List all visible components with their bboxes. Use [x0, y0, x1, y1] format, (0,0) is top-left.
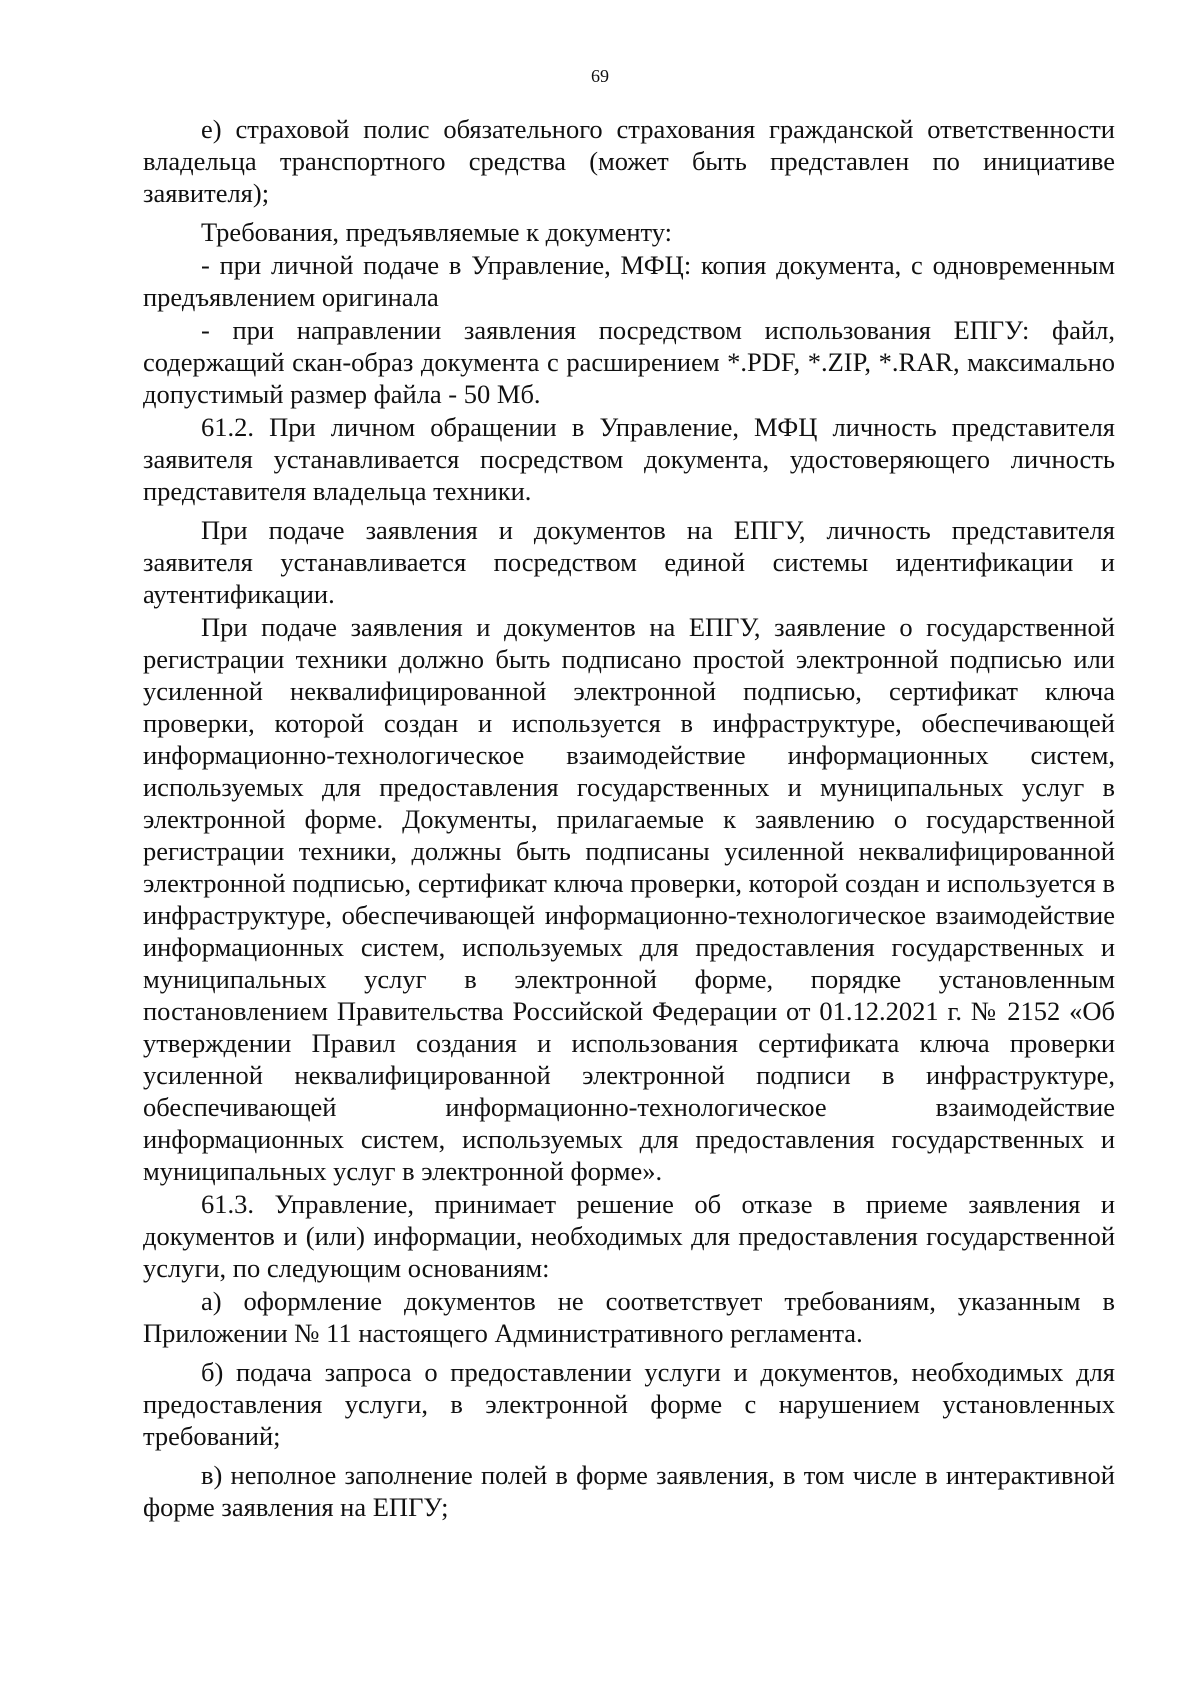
paragraph-personal-submission: - при личной подаче в Управление, МФЦ: копия документа, с одновременным предъявлением оригинала	[143, 250, 1115, 312]
paragraph-61-2: 61.2. При личном обращении в Управление, МФЦ личность представителя заявителя устанавливается посредством документа, удостоверяющего личность представителя владельца техники.	[143, 412, 1115, 506]
paragraph-requirements-heading: Требования, предъявляемые к документу:	[201, 217, 673, 247]
paragraph-reason-a: а) оформление документов не соответствует требованиям, указанным в Приложении № 11 настоящего Административного регламента.	[143, 1286, 1115, 1348]
paragraph-epgu-submission: - при направлении заявления посредством использования ЕПГУ: файл, содержащий скан-образ документа с расширением *.PDF, *.ZIP, *.RAR, максимально допустимый размер файла - 50 Мб.	[143, 315, 1115, 409]
paragraph-epgu-identity: При подаче заявления и документов на ЕПГУ, личность представителя заявителя устанавливается посредством единой системы идентификации и аутентификации.	[143, 515, 1115, 609]
document-body	[143, 113, 1115, 1524]
paragraph-insurance-policy: е) страховой полис обязательного страхования гражданской ответственности владельца транспортного средства (может быть представлен по инициативе заявителя);	[143, 114, 1115, 208]
page-number: 69	[591, 66, 609, 86]
paragraph-61-3: 61.3. Управление, принимает решение об отказе в приеме заявления и документов и (или) информации, необходимых для предоставления государственной услуги, по следующим основаниям:	[143, 1189, 1115, 1283]
paragraph-reason-b: б) подача запроса о предоставлении услуги и документов, необходимых для предоставления услуги, в электронной форме с нарушением установленных требований;	[143, 1357, 1115, 1451]
paragraph-electronic-signature: При подаче заявления и документов на ЕПГУ, заявление о государственной регистрации техники должно быть подписано простой электронной подписью или усиленной неквалифицированной электронной подписью, сертификат ключа проверки, которой создан и используется в инфраструктуре, обеспечивающей информационно-технологическое взаимодействие информационных систем, используемых для предоставления государственных и муниципальных услуг в электронной форме. Документы, прилагаемые к заявлению о государственной регистрации техники, должны быть подписаны усиленной неквалифицированной электронной подписью, сертификат ключа проверки, которой создан и используется в инфраструктуре, обеспечивающей информационно-технологическое взаимодействие информационных систем, используемых для предоставления государственных и муниципальных услуг в электронной форме, порядке установленным постановлением Правительства Российской Федерации от 01.12.2021 г. № 2152 «Об утверждении Правил создания и использования сертификата ключа проверки усиленной неквалифицированной электронной подписи в инфраструктуре, обеспечивающей информационно-технологическое взаимодействие информационных систем, используемых для предоставления государственных и муниципальных услуг в электронной форме».	[143, 612, 1115, 1186]
paragraph-reason-v: в) неполное заполнение полей в форме заявления, в том числе в интерактивной форме заявления на ЕПГУ;	[143, 1460, 1115, 1522]
